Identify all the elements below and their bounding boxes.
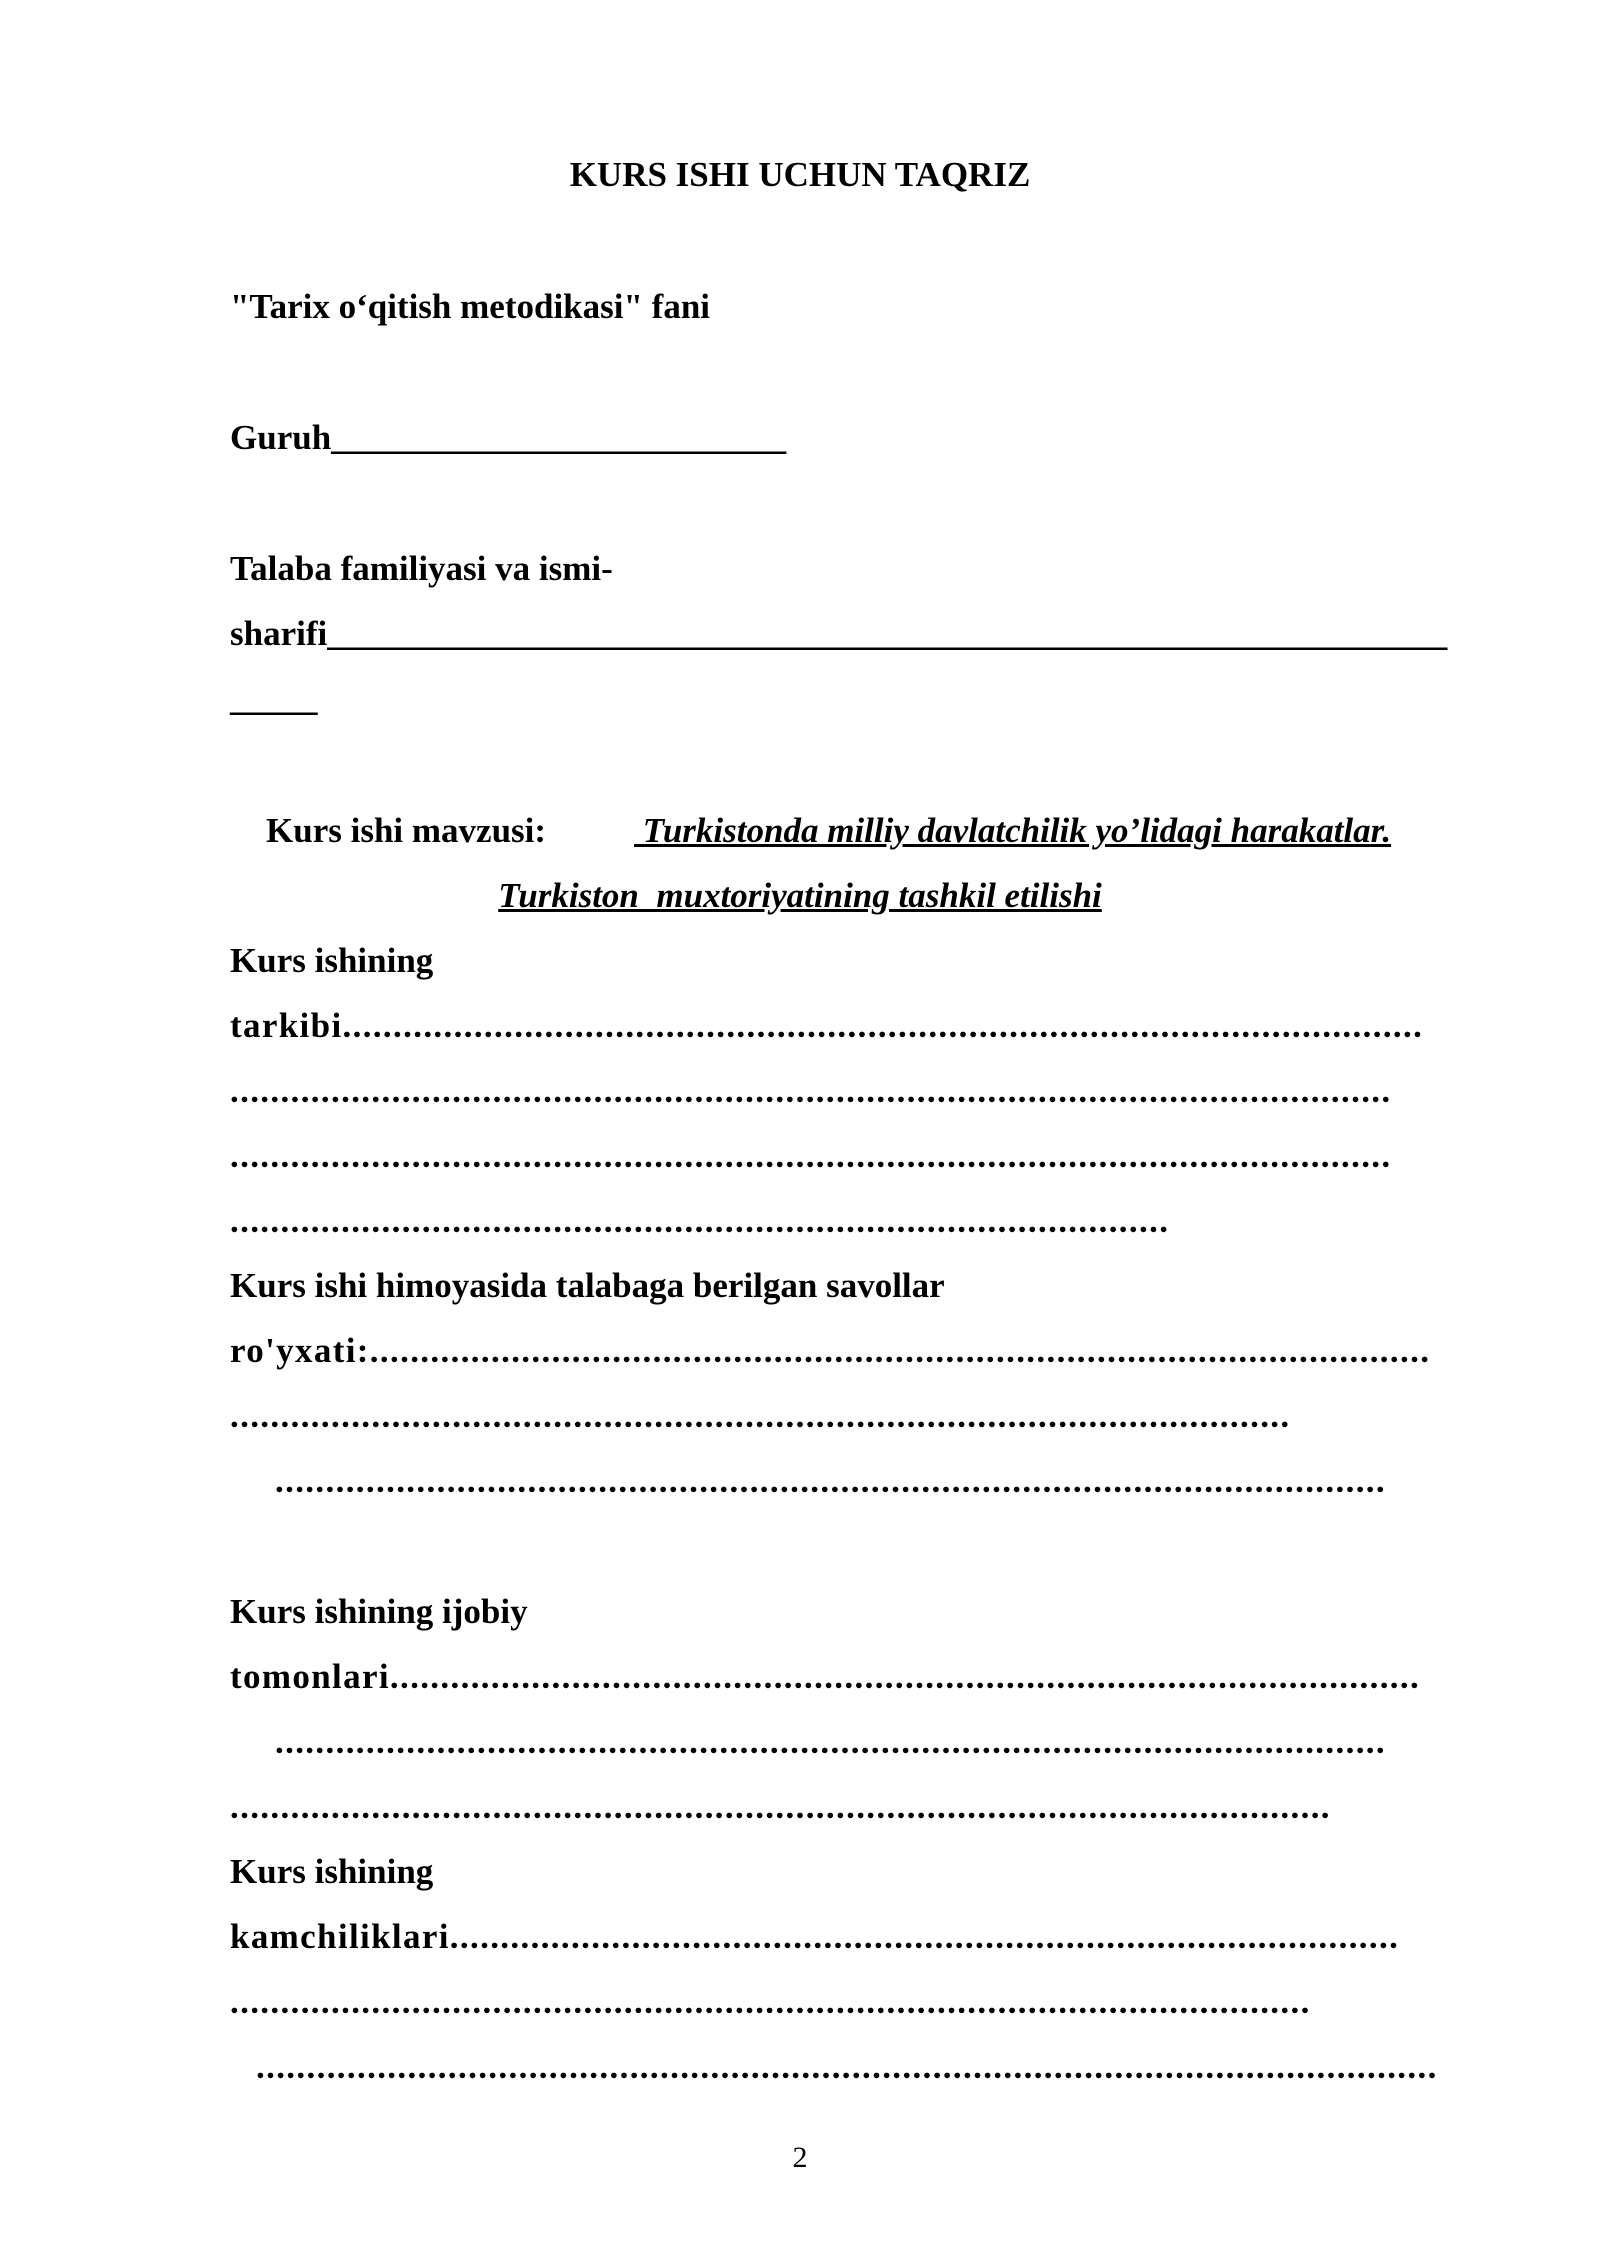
topic-text-line1: Turkistonda milliy davlatchilik yo’lidagi harakatlar. (634, 811, 1392, 850)
subject-line: "Tarix o‘qitish metodikasi" fani (230, 287, 711, 326)
content-line-4: ............................................................................................. (230, 1201, 1170, 1240)
positive-line-2: .............................................................................................................. (275, 1722, 1386, 1761)
questions-line-1: ro'yxati:......................................................................................................... (230, 1331, 1431, 1370)
content-line-3: ................................................................................................................... (230, 1136, 1392, 1175)
content-line-2: ................................................................................................................... (230, 1071, 1392, 1110)
topic-label: Kurs ishi mavzusi: (266, 811, 547, 850)
deficiency-line-1: kamchiliklari.............................................................................................. (230, 1917, 1400, 1956)
topic-text-line2: Turkiston muxtoriyatining tashkil etilishi (498, 876, 1102, 915)
content-label: Kurs ishining (230, 941, 434, 980)
deficiency-line-2: ........................................................................................................... (230, 1982, 1311, 2021)
group-field: Guruh__________________________ (230, 418, 787, 457)
student-name-field-continuation: _____ (230, 679, 318, 718)
student-name-field: sharifi________________________________________________________________ (230, 614, 1448, 653)
questions-line-3: .............................................................................................................. (275, 1461, 1386, 1500)
student-name-label: Talaba familiyasi va ismi- (230, 549, 613, 588)
positive-line-1: tomonlari...................................................................................................... (230, 1657, 1421, 1696)
positive-line-3: ............................................................................................................. (230, 1787, 1331, 1826)
page-number: 2 (792, 2141, 808, 2174)
content-line-1: tarkibi........................................................................................................... (230, 1006, 1424, 1045)
deficiency-label: Kurs ishining (230, 1852, 434, 1891)
questions-line-2: ......................................................................................................... (230, 1396, 1291, 1435)
positive-label: Kurs ishining ijobiy (230, 1592, 528, 1631)
deficiency-line-3: ..................................................................................................................... (256, 2047, 1438, 2086)
page-title: KURS ISHI UCHUN TAQRIZ (569, 155, 1031, 194)
questions-label: Kurs ishi himoyasida talabaga berilgan savollar (230, 1266, 945, 1305)
